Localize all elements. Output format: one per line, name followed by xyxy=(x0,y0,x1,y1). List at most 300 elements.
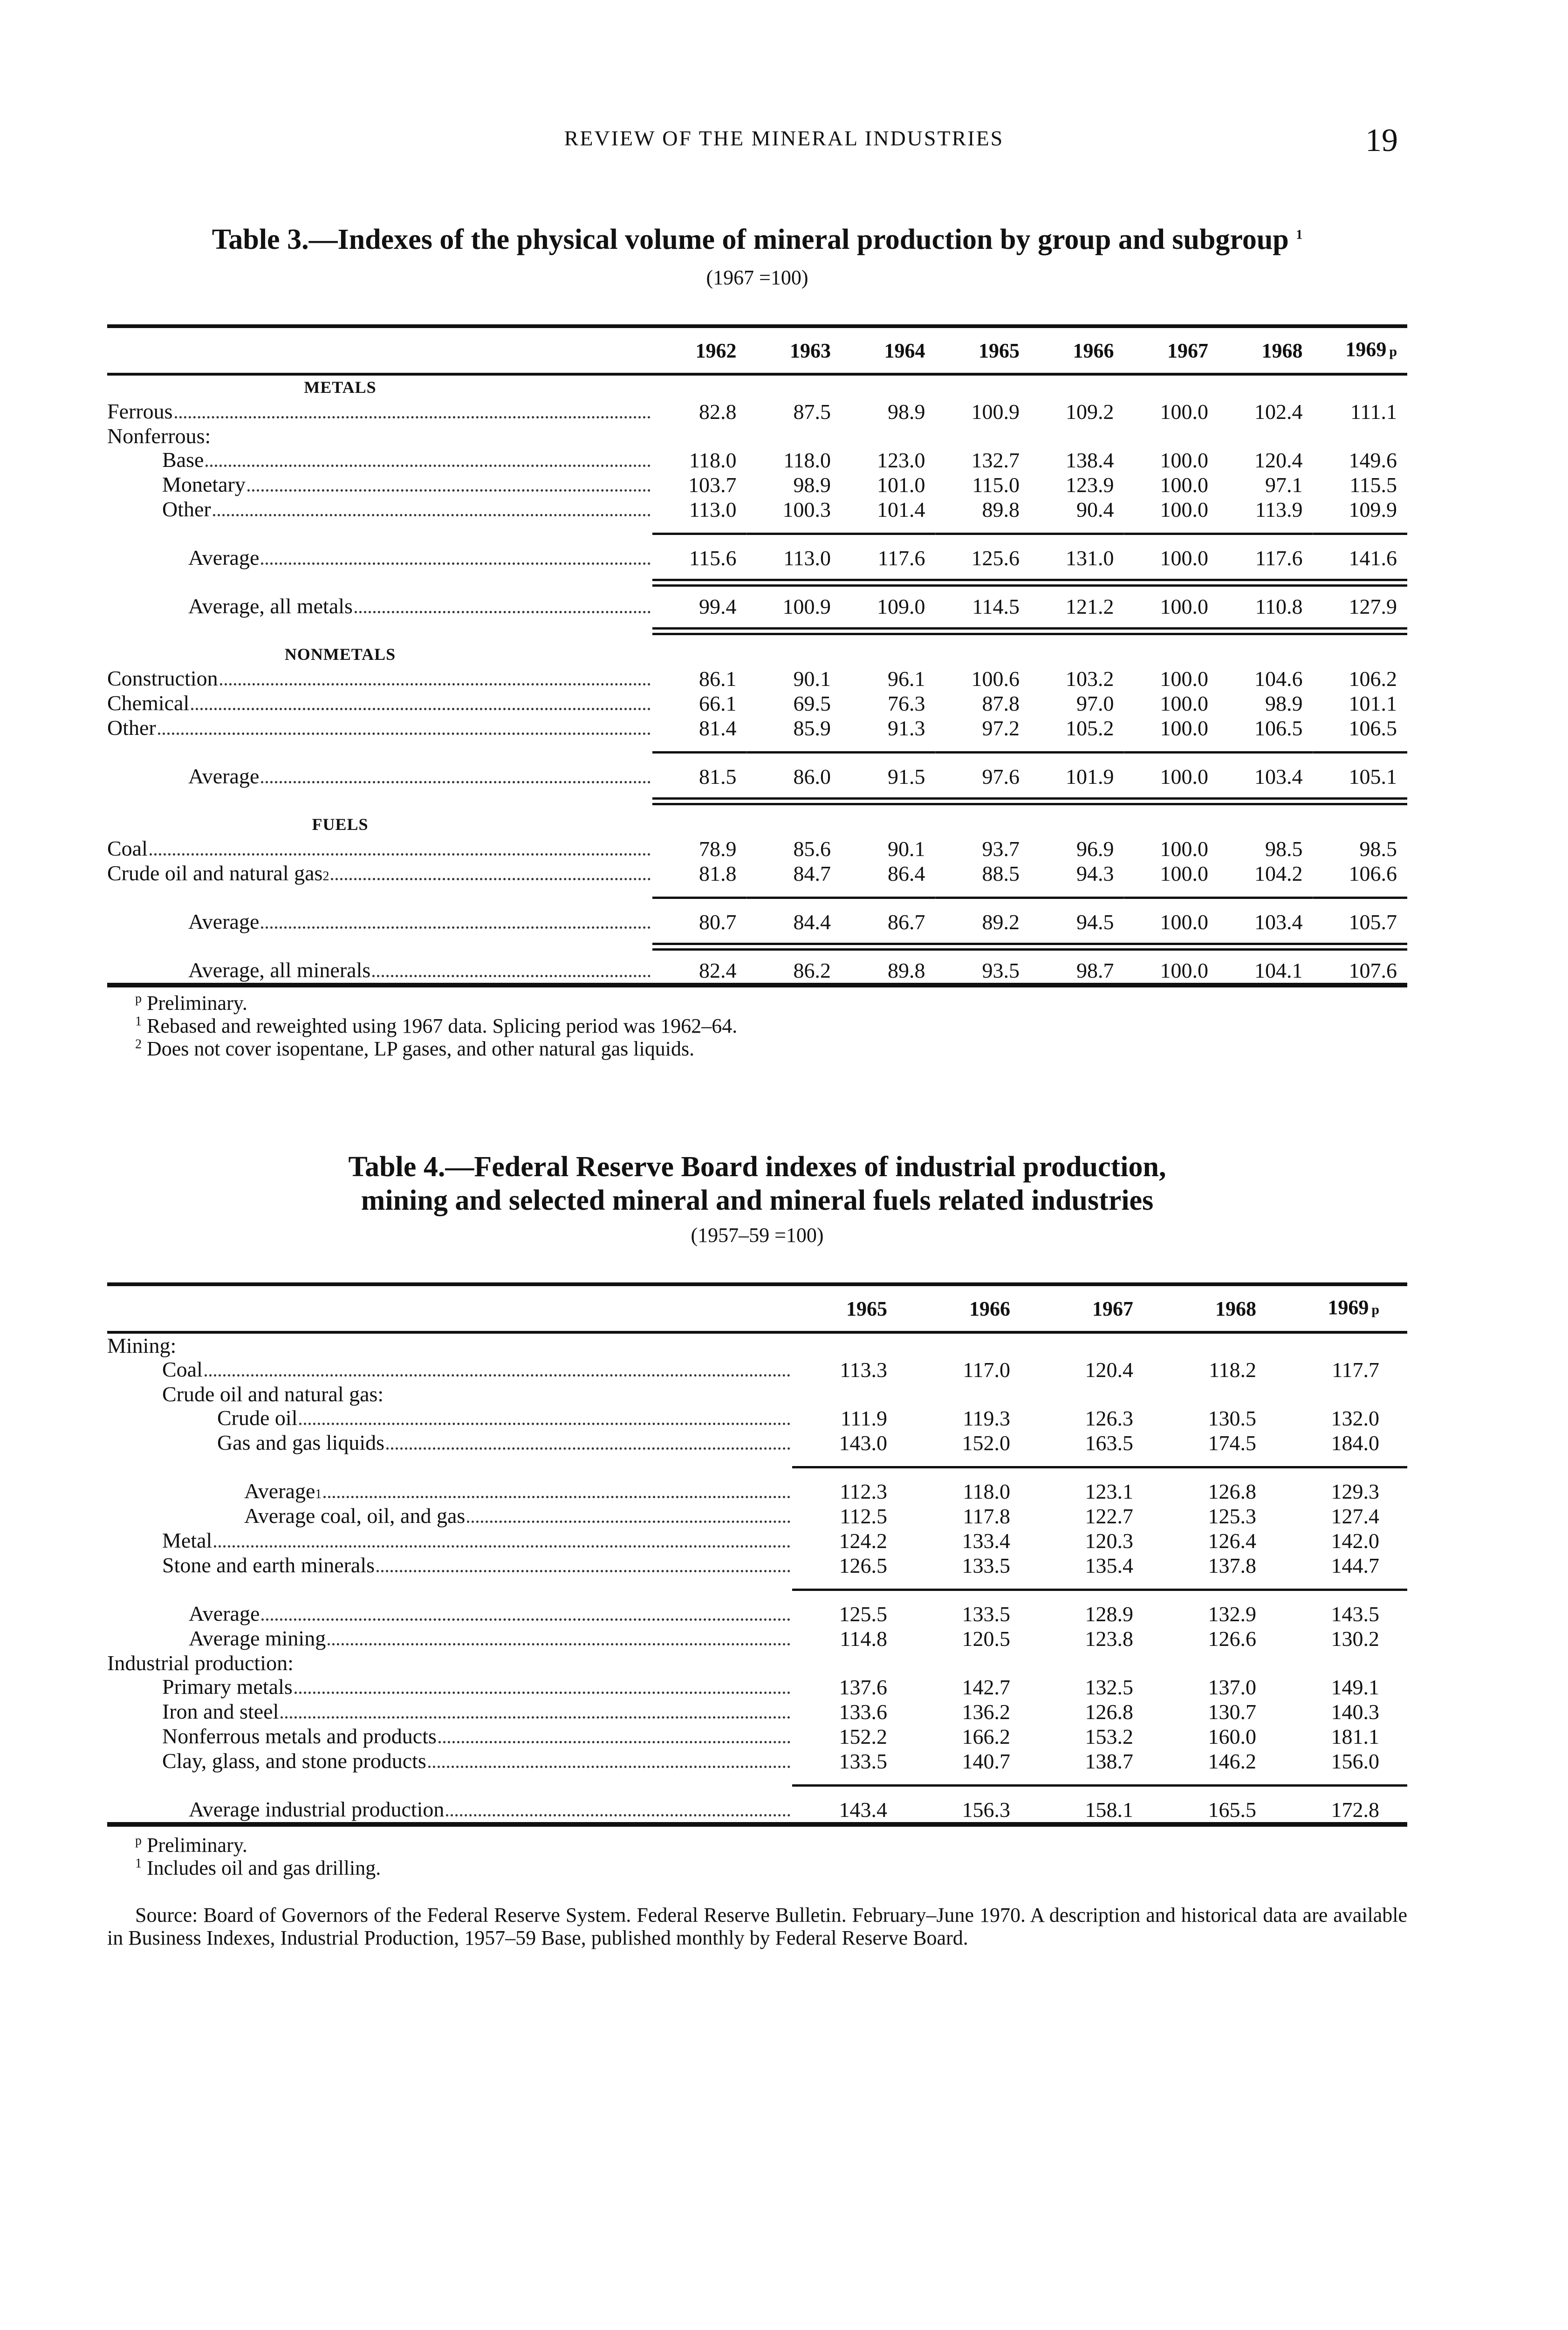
rule-row xyxy=(107,740,1407,764)
rule-cell xyxy=(1038,1774,1161,1797)
table-row xyxy=(107,1479,1407,1504)
row-label-text: Stone and earth minerals xyxy=(162,1553,375,1577)
value-cell: 87.5 xyxy=(793,400,831,424)
rule-cell xyxy=(936,886,1030,910)
table-row xyxy=(107,764,1407,789)
value-cell: 96.1 xyxy=(888,667,925,691)
rule-cell xyxy=(747,619,842,643)
column-year: 1968 xyxy=(1215,1297,1256,1320)
value-cell xyxy=(747,424,842,448)
spacer-cell xyxy=(107,1578,792,1602)
value-cell: 138.7 xyxy=(1085,1749,1133,1773)
value-cell: 114.8 xyxy=(840,1627,887,1651)
row-label-text: Chemical xyxy=(107,691,190,715)
empty-cell xyxy=(1219,813,1313,836)
rule-cell xyxy=(1124,789,1219,813)
value-cell: 98.7 xyxy=(1076,959,1114,982)
dot-leader xyxy=(261,1618,790,1621)
value-cell: 100.0 xyxy=(1160,959,1208,982)
value-cell: 141.6 xyxy=(1349,546,1397,570)
rule-cell xyxy=(792,1578,915,1602)
value-cell: 84.7 xyxy=(793,862,831,885)
value-cell: 82.8 xyxy=(699,400,737,424)
footnote-text: Preliminary. xyxy=(147,1834,247,1857)
spacer-cell xyxy=(107,522,652,546)
value-cell: 142.7 xyxy=(962,1675,1010,1699)
value-cell xyxy=(936,424,1030,448)
section-header xyxy=(107,374,1407,399)
footnote xyxy=(107,1857,1407,1879)
section-header xyxy=(107,643,1407,666)
table-row xyxy=(107,1406,1407,1431)
rule-cell xyxy=(652,886,747,910)
column-header xyxy=(652,326,747,374)
dot-leader xyxy=(323,1496,790,1498)
value-cell: 98.9 xyxy=(793,473,831,497)
column-year: 1965 xyxy=(979,339,1020,362)
rule-cell xyxy=(1038,1455,1161,1479)
column-header xyxy=(915,1284,1038,1332)
value-cell: 98.9 xyxy=(1265,692,1303,715)
value-cell: 100.0 xyxy=(1160,692,1208,715)
row-label xyxy=(107,399,652,424)
value-cell: 129.3 xyxy=(1331,1480,1379,1503)
bottom-rule xyxy=(107,985,1407,987)
value-cell: 152.2 xyxy=(839,1725,887,1748)
column-header xyxy=(1313,326,1408,374)
row-label-cell xyxy=(107,1357,792,1382)
value-cell: 149.1 xyxy=(1331,1675,1379,1699)
header-blank xyxy=(107,326,652,374)
value-cell: 130.5 xyxy=(1208,1406,1256,1430)
value-cell: 126.3 xyxy=(1085,1406,1133,1430)
value-cell: 120.4 xyxy=(1254,448,1303,472)
value-cell: 118.2 xyxy=(1209,1358,1256,1382)
table-row xyxy=(107,1700,1407,1724)
value-cell: 112.3 xyxy=(840,1480,887,1503)
value-cell: 143.4 xyxy=(839,1798,887,1822)
value-cell: 113.3 xyxy=(840,1358,887,1382)
value-cell xyxy=(1161,1651,1284,1675)
value-cell: 100.6 xyxy=(971,667,1020,691)
column-year: 1967 xyxy=(1092,1297,1133,1320)
table-row xyxy=(107,861,1407,886)
value-cell: 133.5 xyxy=(962,1602,1010,1626)
rule-cell xyxy=(1038,1578,1161,1602)
dot-leader xyxy=(205,465,650,467)
dot-leader xyxy=(331,878,650,880)
spacer-cell xyxy=(107,619,652,643)
row-label-text: Primary metals xyxy=(162,1675,293,1699)
section-cell xyxy=(107,643,652,666)
empty-cell xyxy=(652,813,747,836)
rule-cell xyxy=(1124,619,1219,643)
rule-cell xyxy=(841,522,936,546)
value-cell: 80.7 xyxy=(699,910,737,934)
value-cell xyxy=(1313,424,1408,448)
value-cell: 158.1 xyxy=(1085,1798,1133,1822)
value-cell: 101.1 xyxy=(1349,692,1397,715)
value-cell: 118.0 xyxy=(963,1480,1010,1503)
rule-cell xyxy=(915,1578,1038,1602)
value-cell xyxy=(915,1382,1038,1406)
table-row xyxy=(107,1675,1407,1700)
table-row xyxy=(107,1626,1407,1651)
footnote-text: Does not cover isopentane, LP gases, and other natural gas liquids. xyxy=(147,1037,695,1060)
value-cell: 81.8 xyxy=(699,862,737,885)
empty-cell xyxy=(1124,374,1219,399)
row-label xyxy=(107,546,652,570)
row-label xyxy=(107,1528,792,1553)
value-cell: 119.3 xyxy=(963,1406,1010,1430)
row-label-text: Average xyxy=(244,1479,315,1503)
rule-cell xyxy=(1030,619,1124,643)
row-label xyxy=(107,1357,792,1382)
value-cell: 146.2 xyxy=(1208,1749,1256,1773)
value-cell: 135.4 xyxy=(1085,1554,1133,1577)
section-header xyxy=(107,813,1407,836)
value-cell: 115.0 xyxy=(972,473,1020,497)
value-cell: 104.1 xyxy=(1254,959,1303,982)
value-cell: 105.7 xyxy=(1349,910,1397,934)
table-row xyxy=(107,910,1407,934)
dot-leader xyxy=(205,1374,790,1377)
value-cell: 143.5 xyxy=(1331,1602,1379,1626)
spacer-cell xyxy=(107,740,652,764)
empty-cell xyxy=(936,643,1030,666)
rule-cell xyxy=(652,570,747,594)
value-cell xyxy=(1161,1382,1284,1406)
value-cell xyxy=(652,424,747,448)
table3-title-text: Table 3.—Indexes of the physical volume of mineral production by group and subgroup xyxy=(212,224,1289,255)
value-cell: 105.1 xyxy=(1349,765,1397,788)
value-cell: 100.0 xyxy=(1160,862,1208,885)
rule-cell xyxy=(792,1774,915,1797)
row-label-text: Average, all metals xyxy=(188,594,353,618)
rule-cell xyxy=(1313,789,1408,813)
rule-cell xyxy=(1219,934,1313,958)
value-cell: 117.6 xyxy=(1255,546,1303,570)
column-header xyxy=(1219,326,1313,374)
dot-leader xyxy=(247,489,650,492)
rule-cell xyxy=(792,1455,915,1479)
column-year: 1968 xyxy=(1261,339,1303,362)
value-cell: 101.9 xyxy=(1066,765,1114,788)
empty-cell xyxy=(1030,643,1124,666)
value-cell: 104.6 xyxy=(1254,667,1303,691)
rule-cell xyxy=(1124,570,1219,594)
rule-cell xyxy=(652,522,747,546)
section-label: FUELS xyxy=(312,815,369,834)
column-year: 1966 xyxy=(969,1297,1010,1320)
value-cell xyxy=(1284,1651,1407,1675)
empty-cell xyxy=(841,813,936,836)
row-label-text: Metal xyxy=(162,1528,212,1552)
value-cell: 100.9 xyxy=(782,595,831,618)
table-row xyxy=(107,1357,1407,1382)
row-label xyxy=(107,910,652,934)
footnote-text: Rebased and reweighted using 1967 data. Splicing period was 1962–64. xyxy=(147,1014,738,1037)
row-label-text: Average coal, oil, and gas xyxy=(244,1504,466,1528)
value-cell: 86.1 xyxy=(699,667,737,691)
value-cell xyxy=(915,1651,1038,1675)
value-cell: 118.0 xyxy=(783,448,831,472)
value-cell: 81.5 xyxy=(699,765,737,788)
value-cell: 89.8 xyxy=(888,959,925,982)
row-label-cell xyxy=(107,1479,792,1504)
dot-leader xyxy=(213,514,650,516)
header-blank xyxy=(107,1284,792,1332)
value-cell: 90.1 xyxy=(793,667,831,691)
dot-leader xyxy=(299,1423,790,1425)
rule-cell xyxy=(1124,522,1219,546)
empty-cell xyxy=(936,813,1030,836)
footnote xyxy=(107,992,1407,1014)
value-cell: 107.6 xyxy=(1349,959,1397,982)
row-label xyxy=(107,1602,792,1626)
value-cell: 106.2 xyxy=(1349,667,1397,691)
row-label-text: Construction xyxy=(107,666,218,690)
value-cell: 101.4 xyxy=(877,498,925,521)
table-row xyxy=(107,1431,1407,1455)
table3-footnotes xyxy=(107,992,1407,1060)
rule-cell xyxy=(652,789,747,813)
table-row xyxy=(107,1797,1407,1824)
column-year: 1969 xyxy=(1345,338,1387,361)
rule-cell xyxy=(915,1774,1038,1797)
value-cell: 66.1 xyxy=(699,692,737,715)
row-label-text: Coal xyxy=(107,836,148,860)
value-cell: 117.7 xyxy=(1332,1358,1379,1382)
row-label-text: Ferrous xyxy=(107,399,173,423)
table-row xyxy=(107,473,1407,497)
rule-cell xyxy=(652,934,747,958)
value-cell: 105.2 xyxy=(1066,716,1114,740)
empty-cell xyxy=(841,374,936,399)
dot-leader xyxy=(372,975,650,977)
empty-cell xyxy=(1219,374,1313,399)
rule-row xyxy=(107,1455,1407,1479)
row-label xyxy=(107,1334,792,1357)
rule-cell xyxy=(1219,886,1313,910)
rule-cell xyxy=(915,1455,1038,1479)
value-cell: 86.4 xyxy=(888,862,925,885)
dot-leader xyxy=(377,1570,790,1572)
rule-cell xyxy=(936,740,1030,764)
spacer-cell xyxy=(107,886,652,910)
row-label-text: Average xyxy=(188,910,260,933)
value-cell: 125.5 xyxy=(839,1602,887,1626)
value-cell: 153.2 xyxy=(1085,1725,1133,1748)
value-cell: 128.9 xyxy=(1085,1602,1133,1626)
row-label-text: Average mining xyxy=(189,1626,326,1650)
value-cell: 140.7 xyxy=(962,1749,1010,1773)
rule-cell xyxy=(1030,740,1124,764)
value-cell: 110.8 xyxy=(1255,595,1303,618)
value-cell: 115.5 xyxy=(1349,473,1397,497)
value-cell: 126.5 xyxy=(839,1554,887,1577)
row-label-cell xyxy=(107,1382,792,1406)
value-cell: 97.2 xyxy=(982,716,1020,740)
value-cell xyxy=(792,1651,915,1675)
value-cell: 126.8 xyxy=(1085,1700,1133,1724)
row-label-cell xyxy=(107,716,652,740)
page-number: 19 xyxy=(1365,123,1398,158)
value-cell: 131.0 xyxy=(1066,546,1114,570)
dot-leader xyxy=(158,733,650,735)
spacer-cell xyxy=(107,934,652,958)
rule-cell xyxy=(1124,934,1219,958)
dot-leader xyxy=(355,611,650,613)
row-label-cell xyxy=(107,1724,792,1749)
value-cell: 132.0 xyxy=(1331,1406,1379,1430)
row-label-cell xyxy=(107,910,652,934)
footnote-marker: 2 xyxy=(135,1037,142,1052)
row-label xyxy=(107,1626,792,1651)
value-cell: 97.6 xyxy=(982,765,1020,788)
row-label xyxy=(107,691,652,716)
value-cell: 160.0 xyxy=(1208,1725,1256,1748)
table-row xyxy=(107,546,1407,570)
section-label: NONMETALS xyxy=(284,645,396,664)
value-cell: 123.8 xyxy=(1085,1627,1133,1651)
row-label-text: Iron and steel xyxy=(162,1700,279,1723)
table3-header-row xyxy=(107,326,1407,374)
row-label-cell xyxy=(107,1797,792,1824)
row-label-text: Nonferrous: xyxy=(107,424,211,448)
value-cell: 156.0 xyxy=(1331,1749,1379,1773)
footnote xyxy=(107,1834,1407,1857)
rule-cell xyxy=(1313,570,1408,594)
value-cell: 101.0 xyxy=(877,473,925,497)
rule-cell xyxy=(841,570,936,594)
column-year: 1962 xyxy=(695,339,737,362)
value-cell: 113.0 xyxy=(689,498,737,521)
value-cell: 120.3 xyxy=(1085,1529,1133,1553)
rule-cell xyxy=(1030,934,1124,958)
column-header xyxy=(841,326,936,374)
row-label-text: Nonferrous metals and products xyxy=(162,1724,437,1748)
rule-cell xyxy=(841,934,936,958)
value-cell: 124.2 xyxy=(839,1529,887,1553)
value-cell: 89.2 xyxy=(982,910,1020,934)
empty-cell xyxy=(1313,813,1408,836)
rule-cell xyxy=(841,619,936,643)
row-label-cell xyxy=(107,836,652,861)
rule-cell xyxy=(1030,886,1124,910)
value-cell: 106.5 xyxy=(1254,716,1303,740)
preliminary-marker: p xyxy=(1389,344,1397,359)
row-label-cell xyxy=(107,1528,792,1553)
value-cell: 100.0 xyxy=(1160,498,1208,521)
rule-cell xyxy=(841,886,936,910)
rule-cell xyxy=(1313,886,1408,910)
row-label-text: Other xyxy=(107,716,156,740)
row-label xyxy=(107,716,652,740)
dot-leader xyxy=(386,1447,790,1450)
value-cell: 126.4 xyxy=(1208,1529,1256,1553)
table-row xyxy=(107,448,1407,473)
row-label-cell xyxy=(107,1626,792,1651)
row-label-cell xyxy=(107,764,652,789)
table-row xyxy=(107,1602,1407,1626)
row-label xyxy=(107,1724,792,1749)
value-cell: 165.5 xyxy=(1208,1798,1256,1822)
value-cell: 121.2 xyxy=(1066,595,1114,618)
table-row xyxy=(107,958,1407,985)
value-cell: 132.5 xyxy=(1085,1675,1133,1699)
value-cell: 87.8 xyxy=(982,692,1020,715)
value-cell: 98.5 xyxy=(1265,837,1303,861)
value-cell: 184.0 xyxy=(1331,1431,1379,1455)
row-label-cell xyxy=(107,473,652,497)
value-cell: 100.0 xyxy=(1160,595,1208,618)
value-cell: 100.0 xyxy=(1160,910,1208,934)
rule-cell xyxy=(747,740,842,764)
value-cell: 90.4 xyxy=(1076,498,1114,521)
row-label-cell xyxy=(107,546,652,570)
rule-cell xyxy=(747,934,842,958)
value-cell: 136.2 xyxy=(962,1700,1010,1724)
value-cell: 133.4 xyxy=(962,1529,1010,1553)
value-cell: 125.3 xyxy=(1208,1504,1256,1528)
value-cell: 138.4 xyxy=(1066,448,1114,472)
value-cell: 163.5 xyxy=(1085,1431,1133,1455)
value-cell: 102.4 xyxy=(1254,400,1303,424)
value-cell: 174.5 xyxy=(1208,1431,1256,1455)
table-row xyxy=(107,1528,1407,1553)
column-year: 1964 xyxy=(884,339,925,362)
row-label-text: Coal xyxy=(162,1357,203,1381)
row-label xyxy=(107,1749,792,1774)
value-cell: 156.3 xyxy=(962,1798,1010,1822)
rule-cell xyxy=(652,740,747,764)
row-label-cell xyxy=(107,1431,792,1455)
rule-cell xyxy=(841,789,936,813)
row-label-cell xyxy=(107,861,652,886)
value-cell: 94.5 xyxy=(1076,910,1114,934)
value-cell: 103.2 xyxy=(1066,667,1114,691)
empty-cell xyxy=(1030,374,1124,399)
footnote-marker: p xyxy=(135,1833,142,1848)
rule-cell xyxy=(1219,740,1313,764)
value-cell: 125.6 xyxy=(971,546,1020,570)
spacer-cell xyxy=(107,1455,792,1479)
value-cell xyxy=(1284,1382,1407,1406)
value-cell: 89.8 xyxy=(982,498,1020,521)
table-row xyxy=(107,691,1407,716)
table4-title-line1: Table 4.—Federal Reserve Board indexes of industrial production, xyxy=(348,1151,1166,1183)
value-cell: 109.0 xyxy=(877,595,925,618)
value-cell: 104.2 xyxy=(1254,862,1303,885)
rule-cell xyxy=(1313,934,1408,958)
row-label-text: Crude oil and natural gas: xyxy=(162,1382,384,1406)
rule-cell xyxy=(936,522,1030,546)
rule-cell xyxy=(936,789,1030,813)
value-cell: 140.3 xyxy=(1331,1700,1379,1724)
row-label-cell xyxy=(107,1553,792,1578)
dot-leader xyxy=(294,1692,790,1694)
rule-cell xyxy=(1284,1774,1407,1797)
column-header xyxy=(936,326,1030,374)
value-cell: 127.4 xyxy=(1331,1504,1379,1528)
rule-cell xyxy=(1030,522,1124,546)
value-cell: 123.9 xyxy=(1066,473,1114,497)
table4-footnotes xyxy=(107,1834,1407,1879)
group-label-row xyxy=(107,1382,1407,1406)
value-cell: 96.9 xyxy=(1076,837,1114,861)
dot-leader xyxy=(467,1521,790,1523)
